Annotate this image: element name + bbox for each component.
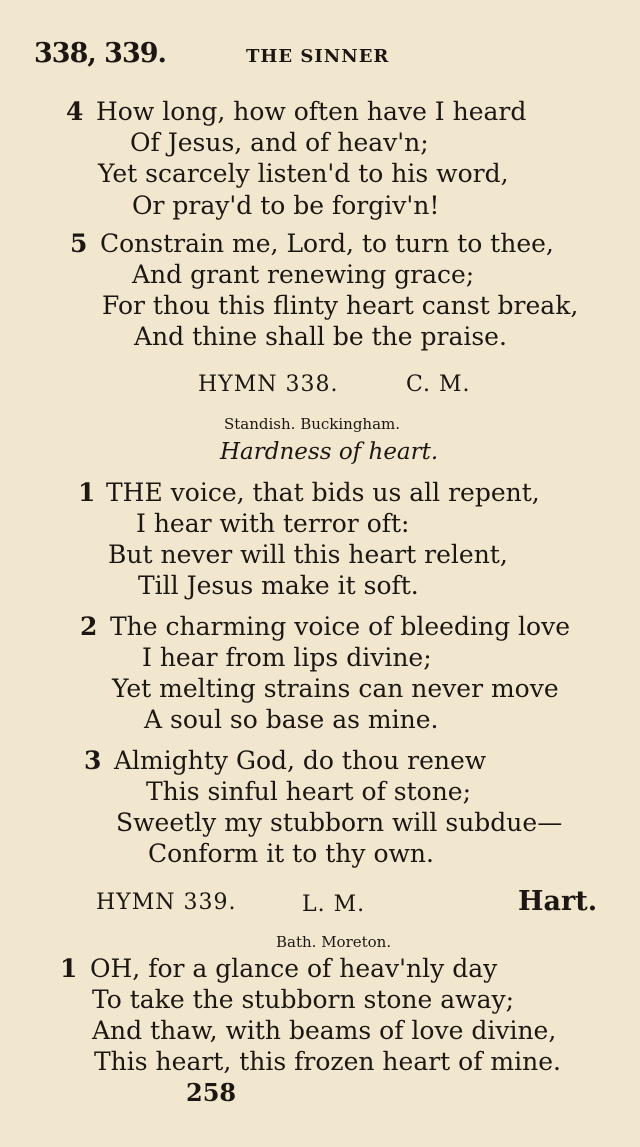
hymn-338-meter: C. M. [406, 372, 471, 397]
hymn-339-meter: L. M. [302, 892, 366, 917]
stanza-number: 1 [78, 478, 96, 507]
verse-line: But never will this heart relent, [108, 540, 508, 569]
verse-line: OH, for a glance of heav'nly day [90, 954, 498, 983]
stanza-number: 4 [66, 97, 84, 126]
verse-line: And grant renewing grace; [132, 260, 475, 289]
hymn-339-author: Hart. [518, 886, 598, 917]
hymn-338-tunes: Standish. Buckingham. [224, 415, 401, 433]
verse-line: For thou this flinty heart canst break, [102, 291, 579, 320]
verse-line: THE voice, that bids us all repent, [106, 478, 540, 507]
hymn-339-heading: HYMN 339. [96, 890, 237, 915]
verse-line: I hear from lips divine; [142, 643, 432, 672]
verse-line: Of Jesus, and of heav'n; [130, 128, 429, 157]
verse-line: A soul so base as mine. [144, 705, 439, 734]
verse-line: This heart, this frozen heart of mine. [94, 1047, 561, 1076]
stanza-number: 1 [60, 954, 78, 983]
stanza-number: 2 [80, 612, 98, 641]
verse-line: The charming voice of bleeding love [110, 612, 570, 641]
verse-line: And thine shall be the praise. [134, 322, 507, 351]
header-hymn-numbers: 338, 339. [34, 38, 166, 69]
verse-line: Sweetly my stubborn will subdue— [116, 808, 563, 837]
verse-line: Yet scarcely listen'd to his word, [98, 159, 509, 188]
verse-line: Conform it to thy own. [148, 839, 434, 868]
verse-line: Almighty God, do thou renew [114, 746, 487, 775]
verse-line: To take the stubborn stone away; [92, 985, 515, 1014]
verse-line: Yet melting strains can never move [112, 674, 559, 703]
verse-line: Or pray'd to be forgiv'n! [132, 191, 440, 220]
hymn-338-subtitle: Hardness of heart. [220, 439, 439, 465]
hymn-338-heading: HYMN 338. [198, 372, 339, 397]
page-number: 258 [186, 1078, 237, 1107]
verse-line: Till Jesus make it soft. [138, 571, 419, 600]
verse-line: This sinful heart of stone; [146, 777, 472, 806]
verse-line: Constrain me, Lord, to turn to thee, [100, 229, 554, 258]
hymn-339-tunes: Bath. Moreton. [276, 933, 392, 951]
verse-line: How long, how often have I heard [96, 97, 527, 126]
header-section-title: THE SINNER [246, 46, 390, 67]
verse-line: And thaw, with beams of love divine, [92, 1016, 557, 1045]
verse-line: I hear with terror oft: [136, 509, 410, 538]
stanza-number: 5 [70, 229, 88, 258]
stanza-number: 3 [84, 746, 102, 775]
